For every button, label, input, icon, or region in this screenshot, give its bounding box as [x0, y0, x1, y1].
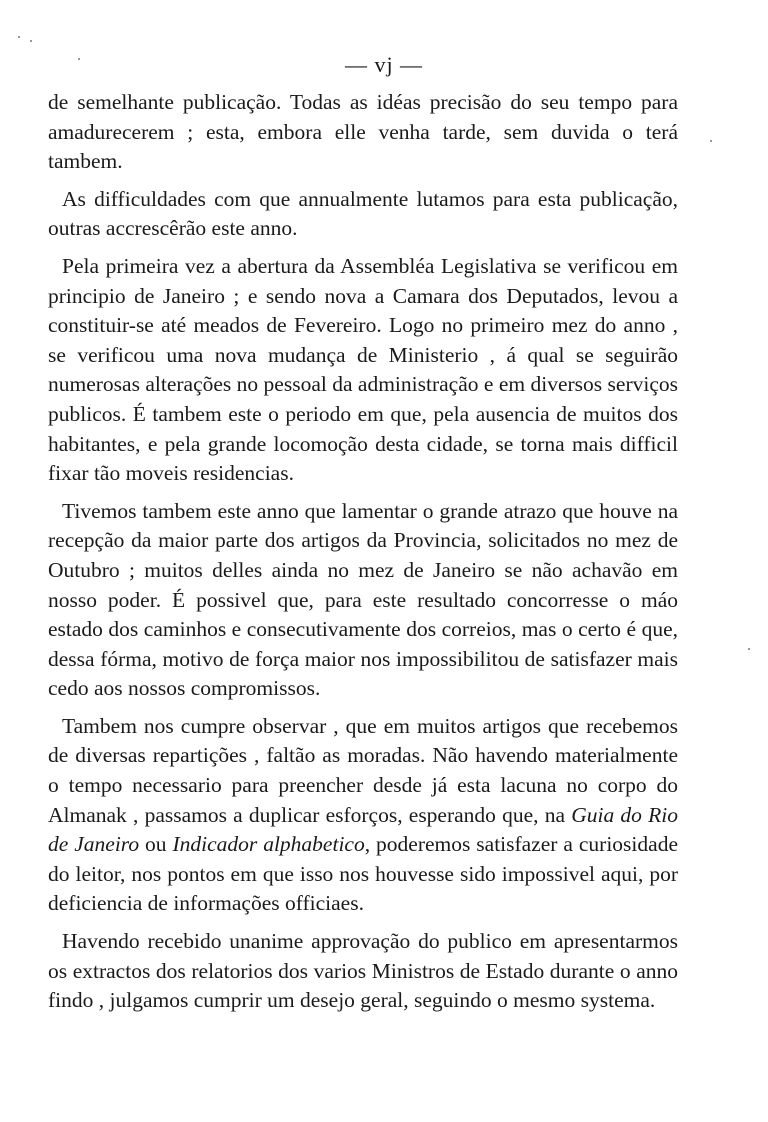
paragraph-2: As difficuldades com que annualmente lutamos para esta publicação, outras accrescêrão este anno. — [48, 186, 678, 241]
paper-speck — [710, 140, 712, 142]
paragraph-3: Pela primeira vez a abertura da Assembléa Legislativa se verificou em principio de Janeiro ; e sendo nova a Camara dos Deputados, levou a constituir-se até meados de Fevereiro. Logo no primeiro mez do anno , se verificou uma nova mudança de Ministerio , á qual se seguirão numerosas alterações no pessoal da administração e em diversos serviços publicos. É tambem este o periodo em que, pela ausencia de muitos dos habitantes, e pela grande locomoção desta cidade, se torna mais difficil fixar tão moveis residencias. — [48, 253, 678, 486]
body-text — [48, 88, 678, 1024]
paragraph-5 — [48, 712, 678, 919]
paragraph-5-text-after: , poderemos satisfazer a curiosidade do leitor, nos pontos em que isso nos houvesse sido impossivel aqui, por deficiencia de informações officiaes. — [48, 832, 678, 916]
guia-title: Guia do Rio de Janeiro — [48, 802, 678, 857]
paper-speck — [18, 36, 20, 38]
page-number-header: — vj — — [344, 52, 424, 77]
paragraph-4: Tivemos tambem este anno que lamentar o grande atrazo que houve na recepção da maior parte dos artigos da Provincia, solicitados no mez de Outubro ; muitos delles ainda no mez de Janeiro se não achavão em nosso poder. É possivel que, para este resultado concorresse o máo estado dos caminhos e consecutivamente dos correios, mas o certo é que, dessa fórma, motivo de força maior nos impossibilitou de satisfazer mais cedo aos nossos compromissos. — [48, 498, 678, 701]
indicador-title: Indicador alphabetico — [172, 832, 365, 857]
paper-speck — [748, 648, 750, 650]
paragraph-5-text-before: Tambem nos cumpre observar , que em muitos artigos que recebemos de diversas repartições , faltão as moradas. Não havendo materialmente o tempo necessario para preencher desde já esta lacuna no corpo do Almanak , passamos a duplicar esforços, esperando que, na — [48, 713, 678, 827]
paragraph-6: Havendo recebido unanime approvação do publico em apresentarmos os extractos dos relatorios dos varios Ministros de Estado durante o anno findo , julgamos cumprir um desejo geral, seguindo o mesmo systema. — [48, 929, 678, 1013]
paper-speck — [30, 40, 32, 42]
paragraph-1: de semelhante publicação. Todas as idéas precisão do seu tempo para amadurecerem ; esta, embora elle venha tarde, sem duvida o terá tambem. — [48, 90, 678, 174]
paragraph-5-text-middle: ou — [139, 832, 173, 857]
